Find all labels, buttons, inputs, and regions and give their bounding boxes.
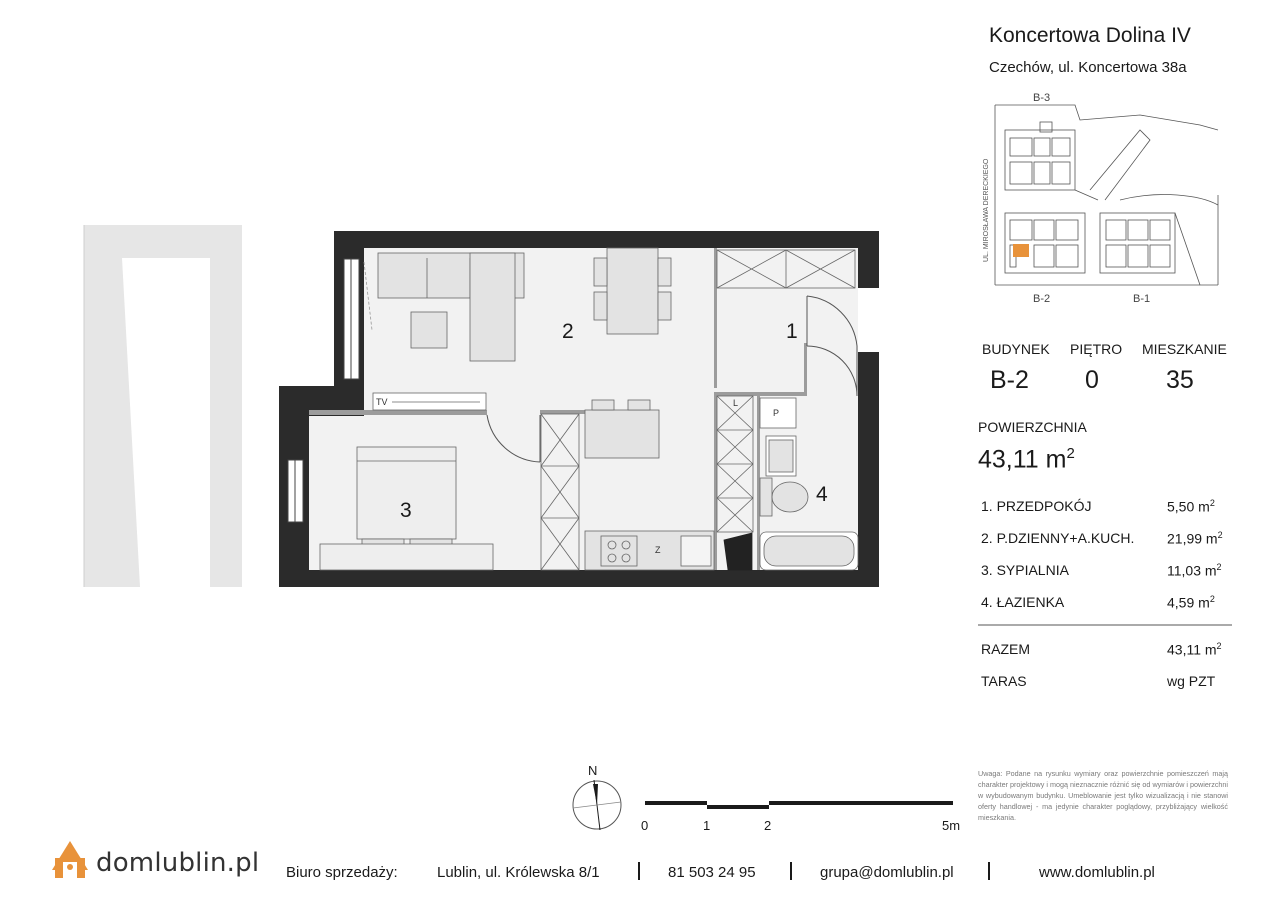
total-label: RAZEM — [981, 641, 1030, 657]
footer-separator — [638, 862, 640, 880]
terrace-label: TARAS — [981, 673, 1027, 689]
site-map — [983, 92, 1218, 305]
office-label: Biuro sprzedaży: — [286, 864, 398, 881]
room-name-1: 1. PRZEDPOKÓJ — [981, 498, 1092, 514]
site-label-b3: B-3 — [1033, 92, 1051, 104]
room-area-2: 21,99 $m^2$ — [1167, 530, 1223, 547]
total-value: 43,11 $m^2$ — [1167, 641, 1222, 658]
room-name-2: 2. P.DZIENNY+A.KUCH. — [981, 530, 1135, 546]
area-label: POWIERZCHNIA — [978, 419, 1087, 435]
l-label: L — [733, 398, 739, 408]
floor-value: 0 — [1085, 366, 1099, 394]
logo[interactable]: domlublin.pl — [96, 848, 260, 878]
z-label: Z — [655, 545, 661, 555]
project-title: Koncertowa Dolina IV — [989, 24, 1191, 47]
logo-house-icon — [52, 841, 88, 878]
project-address: Czechów, ul. Koncertowa 38a — [989, 59, 1187, 76]
terrace-value: wg PZT — [1167, 673, 1216, 689]
terrace — [84, 225, 242, 587]
area-value: 43,11 $m^2$ — [978, 445, 1075, 474]
site-label-b2: B-2 — [1033, 293, 1051, 305]
room-number-2: 2 — [562, 320, 574, 343]
email-link[interactable]: grupa@domlublin.pl — [820, 864, 954, 881]
site-street-label: UL. MIROSŁAWA DERECKIEGO — [983, 158, 990, 262]
scale-label-2: 2 — [764, 818, 772, 833]
tv-label: TV — [376, 397, 388, 407]
building-label: BUDYNEK — [982, 341, 1050, 357]
room-name-3: 3. SYPIALNIA — [981, 562, 1069, 578]
scale-label-5m: 5m — [942, 818, 961, 833]
scale-label-1: 1 — [703, 818, 711, 833]
site-label-b1: B-1 — [1133, 293, 1151, 305]
room-number-3: 3 — [400, 499, 412, 522]
room-area-1: 5,50 $m^2$ — [1167, 498, 1215, 515]
disclaimer-note: Uwaga: Podane na rysunku wymiary oraz powierzchnie pomieszczeń mają charakter projektowy i mogą nieznacznie różnić się od wymiarów i powierzchni w wybudowanym budynku. Umeblowanie jest tylko wizualizacją i nie stanowi oferty handlowej - ma jedynie charakter poglądowy, przybliżający wielkość mieszkania. — [978, 769, 1228, 822]
room-name-4: 4. ŁAZIENKA — [981, 594, 1065, 610]
footer-separator — [790, 862, 792, 880]
apartment-label: MIESZKANIE — [1142, 341, 1227, 357]
scale-bar — [645, 801, 953, 809]
compass-label: N — [588, 763, 598, 778]
room-area-3: 11,03 $m^2$ — [1167, 562, 1222, 579]
compass-icon — [573, 780, 621, 830]
p-label: P — [773, 408, 780, 418]
phone-link[interactable]: 81 503 24 95 — [668, 864, 756, 881]
floor-label: PIĘTRO — [1070, 341, 1123, 357]
room-area-4: 4,59 $m^2$ — [1167, 594, 1215, 611]
footer-separator — [988, 862, 990, 880]
apartment-value: 35 — [1166, 366, 1194, 394]
scale-label-0: 0 — [641, 818, 649, 833]
office-address: Lublin, ul. Królewska 8/1 — [437, 864, 600, 881]
website-link[interactable]: www.domlublin.pl — [1039, 864, 1155, 881]
site-unit-highlight — [1013, 244, 1029, 257]
room-number-1: 1 — [786, 320, 798, 343]
building-value: B-2 — [990, 366, 1029, 394]
room-number-4: 4 — [816, 483, 828, 506]
